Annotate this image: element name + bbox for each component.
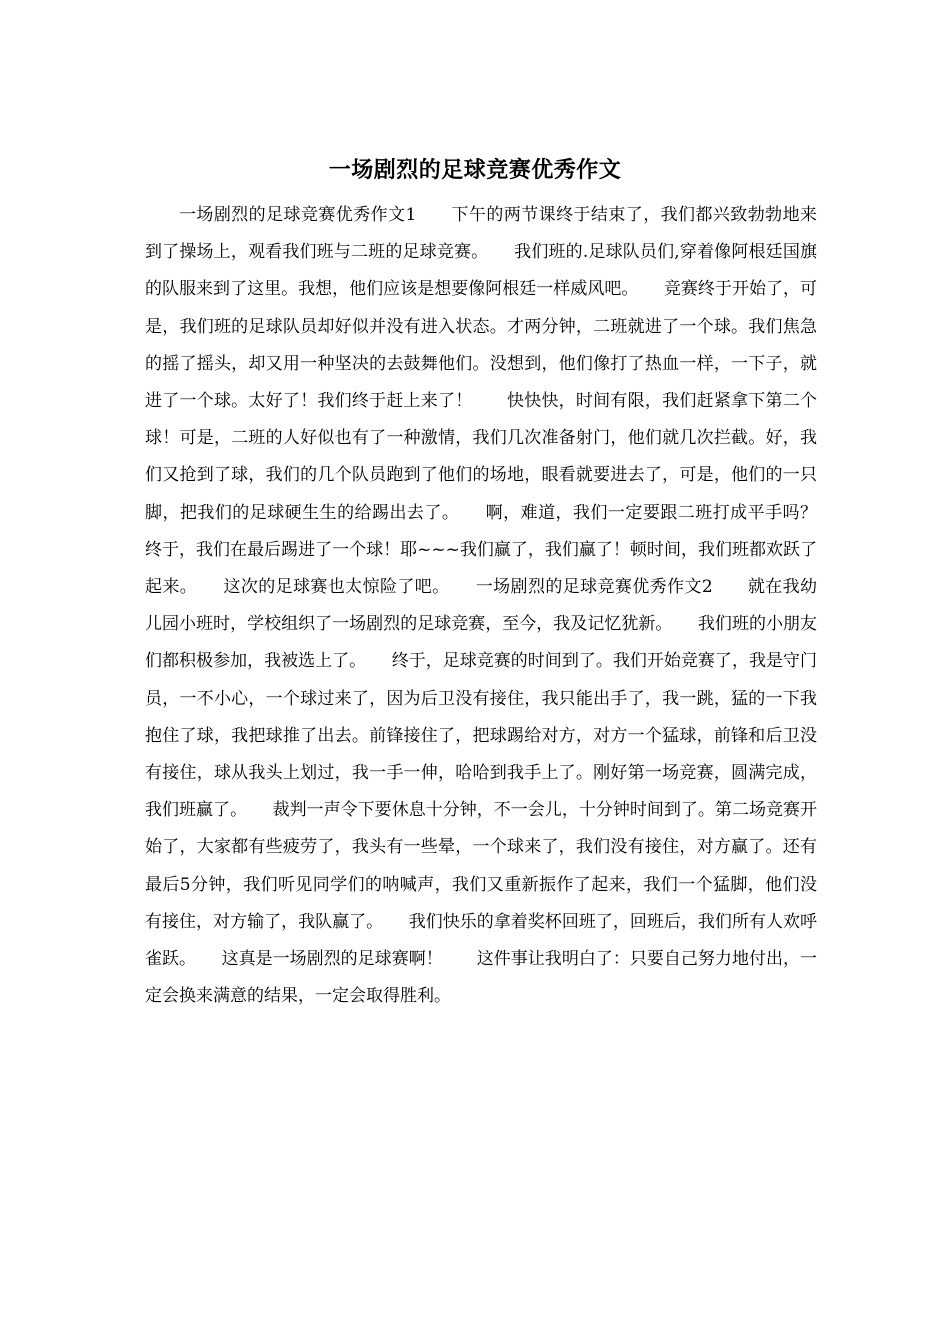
document-title: 一场剧烈的足球竞赛优秀作文 bbox=[328, 157, 622, 183]
document-body: 一场剧烈的足球竞赛优秀作文1 下午的两节课终于结束了，我们都兴致勃勃地来到了操场上，观看我们班与二班的足球竞赛。 我们班的.足球队员们,穿着像阿根廷国旗的队服来到了这里。我想，他们应该是想要像阿根廷一样威风吧。 竞赛终于开始了，可是，我们班的足球队员却好似并没有进入状态。才两分钟，二班就进了一个球。我们焦急的摇了摇头，却又用一种坚决的去鼓舞他们。没想到，他们像打了热血一样，一下子，就进了一个球。太好了！我们终于赶上来了！ 快快快，时间有限，我们赶紧拿下第二个球！可是，二班的人好似也有了一种激情，我们几次准备射门，他们就几次拦截。好，我们又抢到了球，我们的几个队员跑到了他们的场地，眼看就要进去了，可是，他们的一只脚，把我们的足球硬生生的给踢出去了。 啊，难道，我们一定要跟二班打成平手吗？ 终于，我们在最后踢进了一个球！耶~~~我们赢了，我们赢了！顿时间，我们班都欢跃了起来。 这次的足球赛也太惊险了吧。 一场剧烈的足球竞赛优秀作文2 就在我幼儿园小班时，学校组织了一场剧烈的足球竞赛，至今，我及记忆犹新。 我们班的小朋友们都积极参加，我被选上了。 终于，足球竞赛的时间到了。我们开始竞赛了，我是守门员，一不小心，一个球过来了，因为后卫没有接住，我只能出手了，我一跳，猛的一下我抱住了球，我把球推了出去。前锋接住了，把球踢给对方，对方一个猛球，前锋和后卫没有接住，球从我头上划过，我一手一伸，哈哈到我手上了。刚好第一场竞赛，圆满完成，我们班赢了。 裁判一声令下要休息十分钟，不一会儿，十分钟时间到了。第二场竞赛开始了，大家都有些疲劳了，我头有一些晕，一个球来了，我们没有接住，对方赢了。还有最后5分钟，我们听见同学们的呐喊声，我们又重新振作了起来，我们一个猛脚，他们没有接住，对方输了，我队赢了。 我们快乐的拿着奖杯回班了，回班后，我们所有人欢呼雀跃。 这真是一场剧烈的足球赛啊！ 这件事让我明白了：只要自己努力地付出，一定会换来满意的结果，一定会取得胜利。 bbox=[145, 205, 851, 1007]
